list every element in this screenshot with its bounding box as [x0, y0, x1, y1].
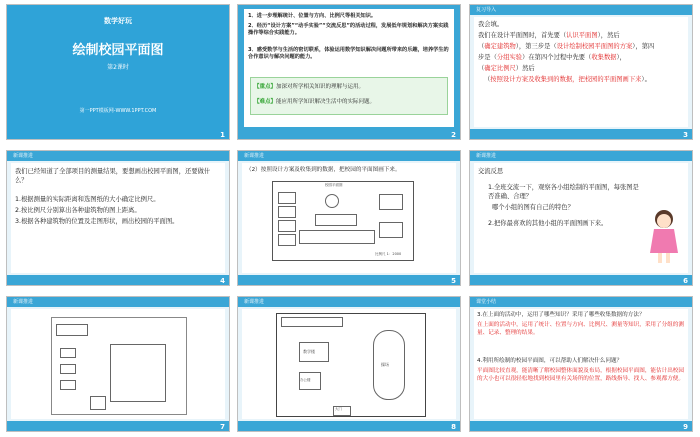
- slide-thumbnail-4[interactable]: [6, 150, 230, 286]
- slide-thumbnail-6[interactable]: [469, 150, 693, 286]
- slide5-panel: [242, 163, 456, 273]
- bar-title: 新课推进: [244, 153, 265, 159]
- s4-step2: 2.按比例尺分别算出各种建筑物的图上距离。: [15, 207, 141, 214]
- slide-number: 2: [451, 131, 456, 139]
- bar-title: 新课推进: [13, 153, 34, 159]
- campus-map-drawing: 教学楼 操场 办公楼 大门: [276, 313, 426, 417]
- s3-l6: （按照设计方案及收集到的数据，把校园的平面图画下来）。: [484, 76, 651, 83]
- bar-title: 新课推进: [13, 299, 34, 305]
- bar-title: 复习导入: [476, 7, 497, 13]
- slide1-subtitle: 第2课时: [107, 64, 129, 71]
- plan-flag: [325, 194, 339, 208]
- s6-title: 交流反思: [478, 168, 504, 175]
- s4-step3: 3.根据各种建筑物的位置及走图形状，画出校园的平面图。: [15, 218, 179, 225]
- slide-header-bar: [238, 151, 460, 161]
- slide-header-bar: [238, 297, 460, 307]
- s3-l3: （确定建筑物），第三步是（设计绘制校园平面图的方案），第四: [478, 43, 655, 50]
- slide-number: 7: [220, 423, 225, 431]
- slide-header-bar: [7, 151, 229, 161]
- slide-thumbnail-2[interactable]: [237, 4, 461, 140]
- slide7-panel: [11, 309, 225, 419]
- sketch-plan-drawing: [51, 317, 187, 415]
- slide1-title: 绘制校园平面图: [72, 43, 164, 58]
- s3-l2: 我们在设计平面图时，首先要（认识平面图），然后: [478, 32, 620, 39]
- slide-thumbnail-1[interactable]: [6, 4, 230, 140]
- cartoon-girl-icon: [646, 207, 682, 267]
- slide2-obj3: 3．感受数学与生活的密切联系，体验运用数学知识解决问题所带来的乐趣，培养学生的合作意识与解决问题的能力。: [248, 47, 449, 60]
- slide2-obj2: 2．经历“设计方案”“动手实验”“交流反思”的活动过程，发展低年规划和解决方案实践操作等综合实践能力。: [248, 23, 449, 36]
- s4-step1: 1.根据测量的实际距离和选图纸的大小确定比例尺。: [15, 196, 160, 203]
- bar-title: 课堂小结: [476, 299, 497, 305]
- s9-a3: 在上面的活动中，运用了统计、位置与方向、比例尺、测量等知识，采用了分组的测量、记录、整理的结果。: [477, 322, 684, 336]
- slide-header-bar: [470, 5, 692, 15]
- slide-thumbnail-5[interactable]: [237, 150, 461, 286]
- slide-thumbnail-7[interactable]: [6, 296, 230, 432]
- slide-header-bar: [7, 297, 229, 307]
- bar-title: 新课推进: [244, 299, 265, 305]
- slide-thumbnail-3[interactable]: [469, 4, 693, 140]
- s6-q1b: 哪个小组的图有自己的特色？: [492, 204, 574, 211]
- slide-number: 9: [683, 423, 688, 431]
- slide-number: 4: [220, 277, 225, 285]
- s9-q3: 3.在上面的活动中，运用了哪些知识？采用了哪些收集数据的方法？: [477, 312, 645, 318]
- diff-text: 能应用所学知识解决生活中的实际问题。: [276, 99, 376, 105]
- plan-building: [278, 234, 296, 246]
- plan-building: [278, 206, 296, 218]
- school-plan-drawing: 校园平面图 比例尺 1：2000: [272, 181, 414, 261]
- slide-header-bar: [470, 151, 692, 161]
- slide2-obj1: 1．进一步理解统计、位置与方向、比例尺等相关知识。: [248, 13, 377, 19]
- slide1-kicker: 数学好玩: [104, 17, 132, 25]
- s5-title: （2）按照设计方案及收集到的数据，把校园的平面图画下来。: [246, 167, 401, 173]
- bar-title: 新课推进: [476, 153, 497, 159]
- plan-building: [379, 194, 403, 210]
- slide-number: 6: [683, 277, 688, 285]
- slide8-panel: [242, 309, 456, 419]
- s9-q4: 4.利用所绘制的校园平面图，可以帮助人们解决什么问题？: [477, 358, 623, 364]
- slide6-panel: [474, 163, 688, 273]
- s4-intro: 我们已经知道了全部项目的测量结果，要想画出校园平面图，还要做什么？: [15, 168, 211, 184]
- slide-number: 5: [451, 277, 456, 285]
- key-tag: 【重点】: [254, 84, 277, 90]
- s6-q1: 1.全班交流一下，观察各小组绘制的平面图，每张图是否准确、合理？: [488, 184, 639, 200]
- slide1-footer: 第一PPT模板网-WWW.1PPT.COM: [79, 108, 157, 114]
- s3-l4: 步是（分组实验）在第四个过程中先要（收集数据），: [478, 54, 626, 61]
- key-text: 加深对所学相关知识的理解与运用。: [276, 84, 365, 90]
- s6-q2: 2.把你最喜欢的其他小组的平面图画下来。: [488, 220, 608, 227]
- slide3-panel: [474, 17, 688, 127]
- slide-number: 1: [220, 131, 225, 139]
- s3-l1: 我会填。: [478, 21, 504, 28]
- slide2-keybox: [250, 77, 448, 115]
- slide-thumbnail-9[interactable]: [469, 296, 693, 432]
- s3-l5: （确定比例尺）然后: [478, 65, 535, 72]
- slide-thumbnail-8[interactable]: [237, 296, 461, 432]
- diff-tag: 【难点】: [254, 99, 277, 105]
- slide9-panel: [474, 309, 688, 419]
- s9-a4: 平面图比较直观，能清晰了解校园整体面貌及布局，根据校园平面图，能估计出校园的大小也可以很轻松地找到校园里有关场所的位置，路线指导、找人、参观都方便。: [477, 368, 684, 382]
- plan-building: [278, 192, 296, 204]
- plan-building: [315, 214, 357, 226]
- slide-number: 8: [451, 423, 456, 431]
- slide-header-bar: [470, 297, 692, 307]
- slide-number: 3: [683, 131, 688, 139]
- plan-building: [379, 222, 403, 238]
- plan-building: [299, 230, 375, 244]
- slide2-panel: [244, 9, 454, 127]
- plan-building: [278, 220, 296, 232]
- slide4-panel: [11, 163, 225, 273]
